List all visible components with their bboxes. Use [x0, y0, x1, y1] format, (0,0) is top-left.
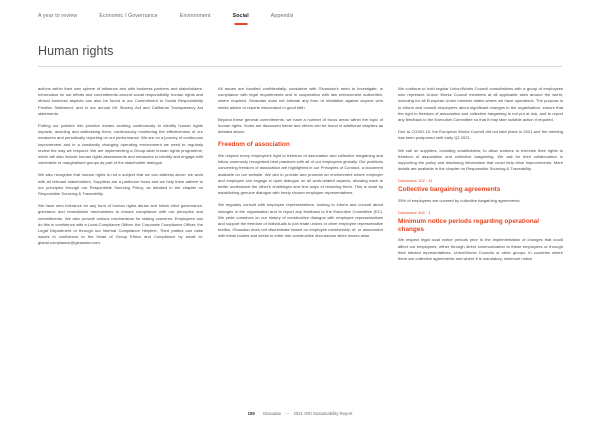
disclosure-label-102-41: Disclosure 102 - 41	[398, 178, 433, 184]
column-middle	[218, 86, 383, 268]
nav-item-appendix[interactable]: Appendix	[270, 13, 294, 19]
paragraph: All issues are handled confidentially, consistent with Givaudan's need to investigate, in compliance with legal requirements and in cooperation with law enforcement authorities, where required. Givaudan does not tolerate any form of retaliation against anyone who seeks advice or reports misconduct in good faith.	[218, 86, 383, 110]
section-heading-minimum-notice-periods: Minimum notice periods regarding operational changes	[398, 218, 539, 233]
paragraph: We call on suppliers, including smallholders, to allow workers to exercise their rights to freedom of association and collective bargaining. We ask for their collaboration in supporting the policy and disclosing information that could help drive improvements. More details are available in the chapter on Responsible Sourcing & Traceability.	[398, 147, 563, 172]
page-footer	[0, 411, 600, 416]
paragraph: Putting our policies into practice means working continuously to identify human rights impacts, avoiding and addressing them, continuously monitoring the effectiveness of our measures and periodically reporting on our performance. We are on a journey of continuous improvement and in a constantly changing operating environment we need to regularly review the way we respond. We are implementing a Group-wide human rights programme, which will also include human rights assessments and measures to identify and engage with vulnerable or marginalised groups as part of the stakeholder dialogue.	[38, 123, 203, 166]
footer-page-number: 105	[247, 411, 255, 416]
footer-report-name: 2021 GRI Sustainability Report	[293, 411, 353, 416]
paragraph: We continue to hold regular Union/Works Council consultations with a group of employees who represent Union/ Works Council members at all applicable sites around the world, including for all European Union member states where we have operations. The purpose is to inform and consult employees about significant changes in the organisation, ensure that the right to freedom of association and collective bargaining is not put at risk, and to report any feedback to the Executive Committee so that it may take suitable action if required.	[398, 86, 563, 123]
column-left	[38, 86, 203, 268]
paragraph: Due to COVID-19, the European Works Council did not take place in 2021 and the meeting has been postponed until early Q2 2021.	[398, 129, 563, 141]
paragraph: 29% of employees are covered by collective bargaining agreements.	[398, 198, 521, 204]
article-columns	[38, 86, 564, 268]
paragraph: We also recognise that human rights is not a subject that we can address alone: we work with all relevant stakeholders. Suppliers are a particular focus and we help them adhere to our principles through our Responsible Sourcing Policy, as detailed in the chapter on Responsible Sourcing & Traceability.	[38, 172, 203, 197]
page-title: Human rights	[38, 44, 114, 58]
footer-separator: —	[285, 411, 290, 416]
paragraph: Beyond these general commitments, we have a number of focus areas within the topic of human rights. Some are discussed below and others can be found in additional chapters as detailed above.	[218, 116, 383, 135]
section-heading-freedom-of-association: Freedom of association	[218, 141, 290, 149]
footer-company: Givaudan	[262, 411, 282, 416]
column-right	[398, 86, 563, 268]
disclosure-label-402-1: Disclosure 402 - 1	[398, 210, 431, 216]
paragraph: We regularly consult with employee representatives, looking to inform and consult about changes in the organisation and to report any feedback to the Executive Committee (EC). We pride ourselves on our history of constructive dialogue with employee representatives and support the freedom of individuals to join trade unions or other employee representative bodies. Givaudan does not discriminate based on employee membership of, or association with these bodies and seeks to enter into constructive discussions when issues arise.	[218, 202, 383, 239]
title-divider	[38, 66, 562, 67]
paragraph: We respect legal local notice periods prior to the implementation of changes that could affect our employees, either through direct communication to these employees or through their elected representatives, Union/Works Councils or other groups. In countries where there are collective agreements and where it is mandatory, minimum notice	[398, 237, 563, 262]
paragraph: We have zero tolerance for any form of human rights abuse and follow strict governance, grievance and remediation mechanisms to ensure compliance with our principles and commitments. We also provide various mechanisms for raising concerns. Employees can do this in confidence with a Local Compliance Officer, the Corporate Compliance Officer, the Legal Department or through our internal Compliance Helpline. Third parties can raise issues in confidence to the Head of Group Ethics and Compliance by email to: global.compliance@givaudan.com.	[38, 203, 203, 246]
paragraph: actions within their own sphere of influence and with business partners and stakeholders. Information on our efforts and commitments around social responsibility, human rights and ethical business aspects can also be found in our Commitment to Social Responsibility Position Statement, and in our annual UK Slavery Act and California Transparency Act statements.	[38, 86, 203, 116]
paragraph: We respect every employee's right to freedom of association and collective bargaining and follow commonly recognised best practices with all of our employees globally. Our positions concerning freedom of association are highlighted in our Principles of Conduct, a document available on our website. We aim to provide and promote an environment where employer and employee can engage in open dialogue on all work-related aspects, allowing each to better understand the other's challenges and find ways of resolving them. This is done by establishing genuine dialogue with freely chosen employee representatives.	[218, 153, 383, 196]
nav-item-economic-governance[interactable]: Economic / Governance	[99, 13, 158, 19]
section-heading-collective-bargaining-agreements: Collective bargaining agreements	[398, 186, 501, 194]
nav-item-a-year-to-review[interactable]: A year to review	[38, 13, 78, 19]
top-navigation	[0, 0, 600, 36]
nav-item-social[interactable]: Social	[233, 13, 249, 23]
nav-item-environment[interactable]: Environment	[179, 13, 211, 19]
